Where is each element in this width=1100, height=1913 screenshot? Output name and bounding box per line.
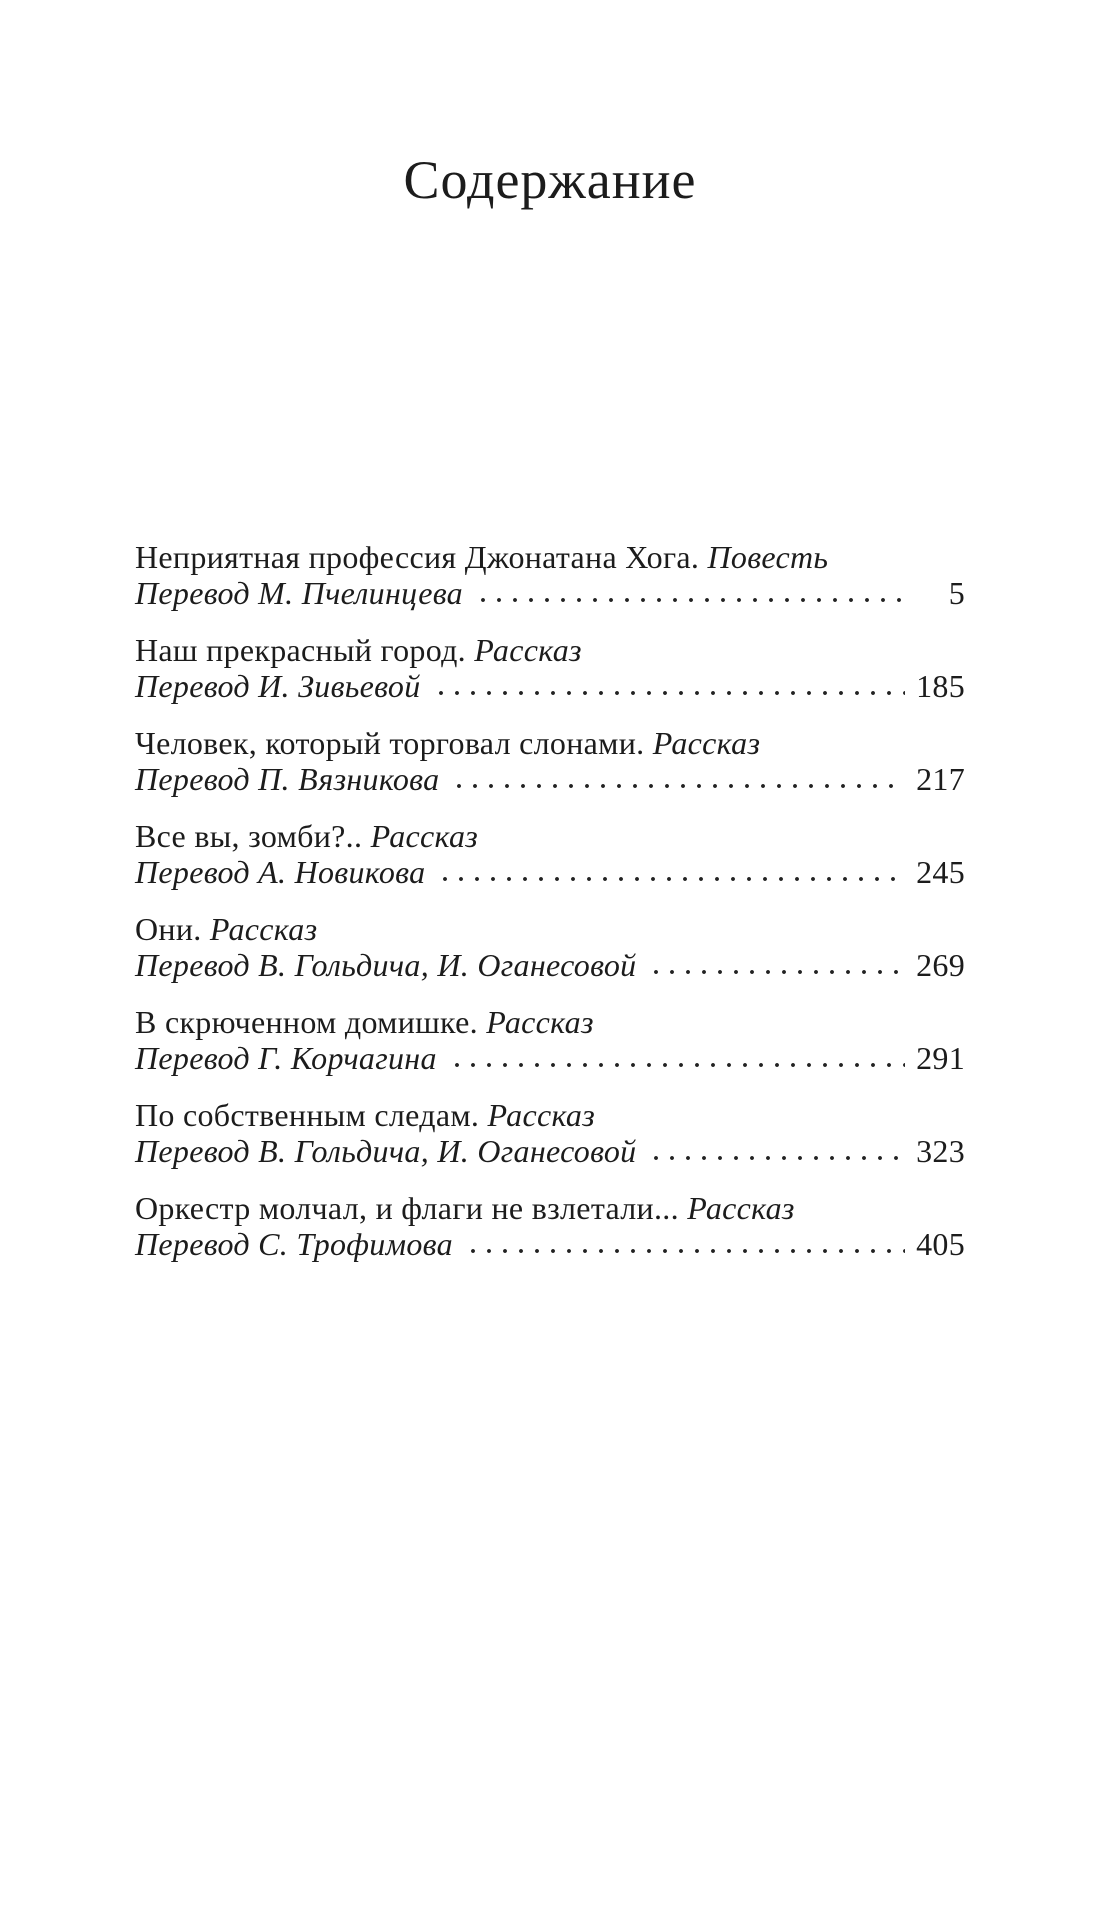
translator-credit: Перевод П. Вязникова: [135, 761, 440, 797]
toc-entry-translator-line: [135, 1133, 965, 1169]
toc-entry: [135, 725, 965, 797]
toc-entry: [135, 632, 965, 704]
genre-label: Повесть: [707, 539, 829, 575]
genre-label: Рассказ: [209, 911, 318, 947]
toc-entry: [135, 539, 965, 611]
story-title: Неприятная профессия Джонатана Хога.: [135, 539, 700, 575]
table-of-contents: [135, 539, 965, 1262]
page-number: 323: [916, 1133, 965, 1169]
toc-entry-title-line: [135, 632, 965, 668]
genre-label: Рассказ: [687, 1190, 795, 1226]
dot-leader: [465, 1226, 905, 1262]
translator-credit: Перевод М. Пчелинцева: [135, 575, 463, 611]
genre-label: Рассказ: [370, 818, 479, 854]
dot-leader: [475, 575, 905, 611]
toc-entry-title-line: [135, 1097, 965, 1133]
toc-entry-translator-line: [135, 854, 965, 890]
page-title: Содержание: [403, 150, 697, 210]
page-number: 185: [916, 668, 965, 704]
toc-entry: [135, 1004, 965, 1076]
toc-entry-translator-line: [135, 761, 965, 797]
dot-leader: [648, 1133, 905, 1169]
toc-entry-title-line: [135, 725, 965, 761]
dot-leader: [433, 668, 905, 704]
page-number: 245: [916, 854, 965, 890]
dot-leader: [437, 854, 905, 890]
toc-entry-title-line: [135, 911, 965, 947]
dot-leader: [648, 947, 905, 983]
translator-credit: Перевод А. Новикова: [135, 854, 426, 890]
translator-credit: Перевод С. Трофимова: [135, 1226, 453, 1262]
genre-label: Рассказ: [486, 1004, 594, 1040]
toc-entry: [135, 1190, 965, 1262]
story-title: Человек, который торговал слонами.: [135, 725, 645, 761]
story-title: Они.: [135, 911, 202, 947]
toc-entry-translator-line: [135, 1040, 965, 1076]
translator-credit: Перевод В. Гольдича, И. Оганесовой: [135, 947, 637, 983]
story-title: Наш прекрасный город.: [135, 632, 466, 668]
translator-credit: Перевод И. Зивьевой: [135, 668, 421, 704]
toc-entry-translator-line: [135, 1226, 965, 1262]
toc-entry: [135, 818, 965, 890]
page-number: 291: [916, 1040, 965, 1076]
dot-leader: [449, 1040, 905, 1076]
toc-entry-title-line: [135, 539, 965, 575]
story-title: Оркестр молчал, и флаги не взлетали...: [135, 1190, 679, 1226]
toc-entry-translator-line: [135, 947, 965, 983]
genre-label: Рассказ: [487, 1097, 596, 1133]
dot-leader: [451, 761, 905, 797]
page-number: 269: [916, 947, 965, 983]
toc-entry: [135, 1097, 965, 1169]
page-number: 217: [916, 761, 965, 797]
genre-label: Рассказ: [474, 632, 582, 668]
story-title: Все вы, зомби?..: [135, 818, 363, 854]
page-number: 405: [916, 1226, 965, 1262]
toc-entry-title-line: [135, 818, 965, 854]
toc-entry-title-line: [135, 1190, 965, 1226]
toc-entry-translator-line: [135, 575, 965, 611]
page-number: 5: [948, 575, 965, 611]
toc-entry: [135, 911, 965, 983]
translator-credit: Перевод Г. Корчагина: [135, 1040, 437, 1076]
story-title: В скрюченном домишке.: [135, 1004, 478, 1040]
toc-entry-title-line: [135, 1004, 965, 1040]
story-title: По собственным следам.: [135, 1097, 480, 1133]
translator-credit: Перевод В. Гольдича, И. Оганесовой: [135, 1133, 637, 1169]
genre-label: Рассказ: [652, 725, 761, 761]
toc-entry-translator-line: [135, 668, 965, 704]
